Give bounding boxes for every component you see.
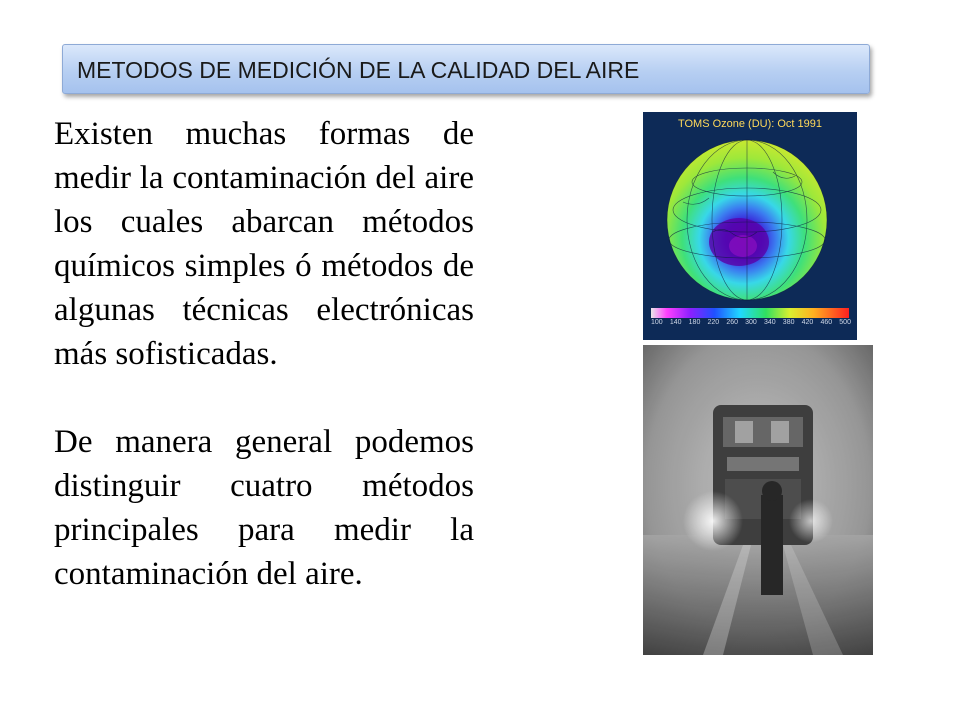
scale-label: 420 [801,319,814,326]
scale-label: 300 [745,319,757,326]
slide-title-box [62,44,870,94]
scale-label: 380 [782,319,795,326]
ozone-caption: TOMS Ozone (DU): Oct 1991 [677,118,823,130]
ozone-scale-labels [651,319,851,326]
smog-bus-graphic [643,345,873,655]
scale-label: 100 [651,319,663,326]
scale-label: 340 [763,319,776,326]
scale-label: 180 [688,319,701,326]
body-text [54,112,474,596]
scale-label: 140 [669,319,682,326]
scale-label: 460 [820,319,833,326]
ozone-globe-graphic [643,112,857,340]
slide-title: METODOS DE MEDICIÓN DE LA CALIDAD DEL AIRE [77,57,640,83]
smog-bus-photo [643,345,873,655]
scale-label: 260 [726,319,738,326]
paragraph-methods: De manera general podemos distinguir cuatro métodos principales para medir la contaminación del aire. [54,424,474,592]
ozone-map-image [643,112,857,340]
scale-label: 220 [707,319,720,326]
paragraph-intro: Existen muchas formas de medir la contaminación del aire los cuales abarcan métodos químicos simples ó métodos de algunas técnicas electrónicas más sofisticadas. [54,116,474,372]
scale-label: 500 [839,319,851,326]
